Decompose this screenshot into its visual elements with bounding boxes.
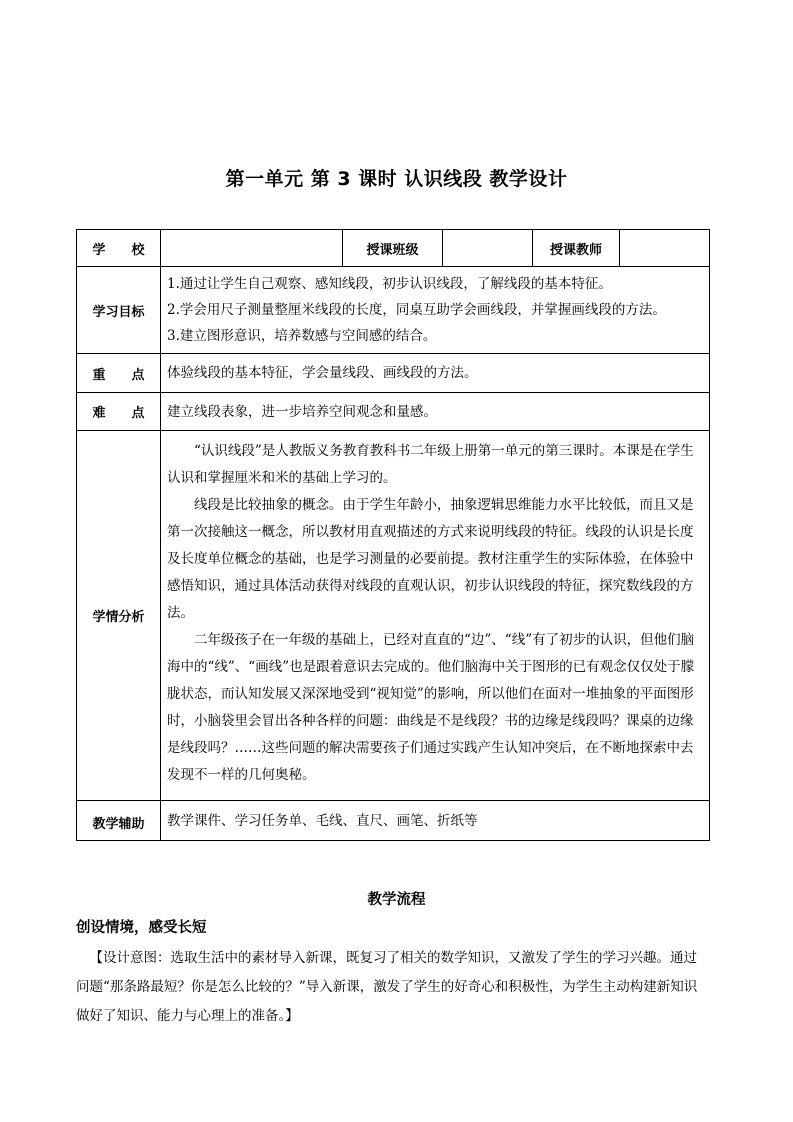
objectives-label: 学习目标 [77,267,161,354]
table-row-school [77,230,710,267]
teacher-value [620,230,710,267]
analysis-cell [161,431,710,801]
teacher-label: 授课教师 [533,230,620,267]
difficulties-label: 难 点 [77,393,161,431]
objective-item: 2.学会用尺子测量整厘米线段的长度，同桌互助学会画线段，并掌握画线段的方法。 [167,302,666,318]
analysis-paragraph: 线段是比较抽象的概念。由于学生年龄小，抽象逻辑思维能力水平比较低，而且又是第一次接触这一概念，所以教材用直观描述的方式来说明线段的特征。线段的认识是长度及长度单位概念的基础，也是学习测量的必要前提。教材注重学生的实际体验，在体验中感悟知识，通过具体活动获得对线段的直观认识，初步认识线段的特征，探究数线段的方法。 [167,497,694,621]
section-heading: 创设情境，感受长短 [76,920,207,936]
school-label: 学 校 [77,230,161,267]
analysis-paragraph: 二年级孩子在一年级的基础上，已经对直直的“边”、“线”有了初步的认识，但他们脑海中的“线”、“画线”也是跟着意识去完成的。他们脑海中关于图形的已有观念仅仅处于朦胧状态，而认知发展又深深地受到“视知觉”的影响，所以他们在面对一堆抽象的平面图形时，小脑袋里会冒出各种各样的问题：曲线是不是线段？书的边缘是线段吗？课桌的边缘是线段吗？……这些问题的解决需要孩子们通过实践产生认知冲突后，在不断地探索中去发现不一样的几何奥秘。 [167,632,695,783]
table-row-analysis [77,431,710,801]
document-title: 第一单元 第 3 课时 认识线段 教学设计 [225,168,568,190]
table-row-objectives [77,267,710,354]
analysis-label: 学情分析 [77,431,161,801]
table-row-key-points [77,354,710,393]
objective-item: 3.建立图形意识，培养数感与空间感的结合。 [167,328,437,344]
aids-label: 教学辅助 [77,801,161,841]
objective-item: 1.通过让学生自己观察、感知线段，初步认识线段，了解线段的基本特征。 [167,276,612,292]
school-value [161,230,343,267]
lesson-info-table [76,229,710,841]
class-label: 授课班级 [343,230,443,267]
objectives-cell [161,267,710,354]
class-value [443,230,533,267]
table-row-difficulties [77,393,710,431]
key-points-label: 重 点 [77,354,161,393]
design-intent-paragraph: 【设计意图：选取生活中的素材导入新课，既复习了相关的数学知识，又激发了学生的学习兴趣。通过问题“那条路最短？你是怎么比较的？”导入新课，激发了学生的好奇心和积极性，为学生主动构建新知识做好了知识、能力与心理上的准备。】 [76,950,698,1024]
analysis-paragraph: “认识线段”是人教版义务教育教科书二年级上册第一单元的第三课时。本课是在学生认识和掌握厘米和米的基础上学习的。 [167,443,694,486]
aids-value: 教学课件、学习任务单、毛线、直尺、画笔、折纸等 [161,801,710,841]
process-title: 教学流程 [367,892,426,908]
key-points-value: 体验线段的基本特征，学会量线段、画线段的方法。 [161,354,710,393]
table-row-aids [77,801,710,841]
difficulties-value: 建立线段表象，进一步培养空间观念和量感。 [161,393,710,431]
